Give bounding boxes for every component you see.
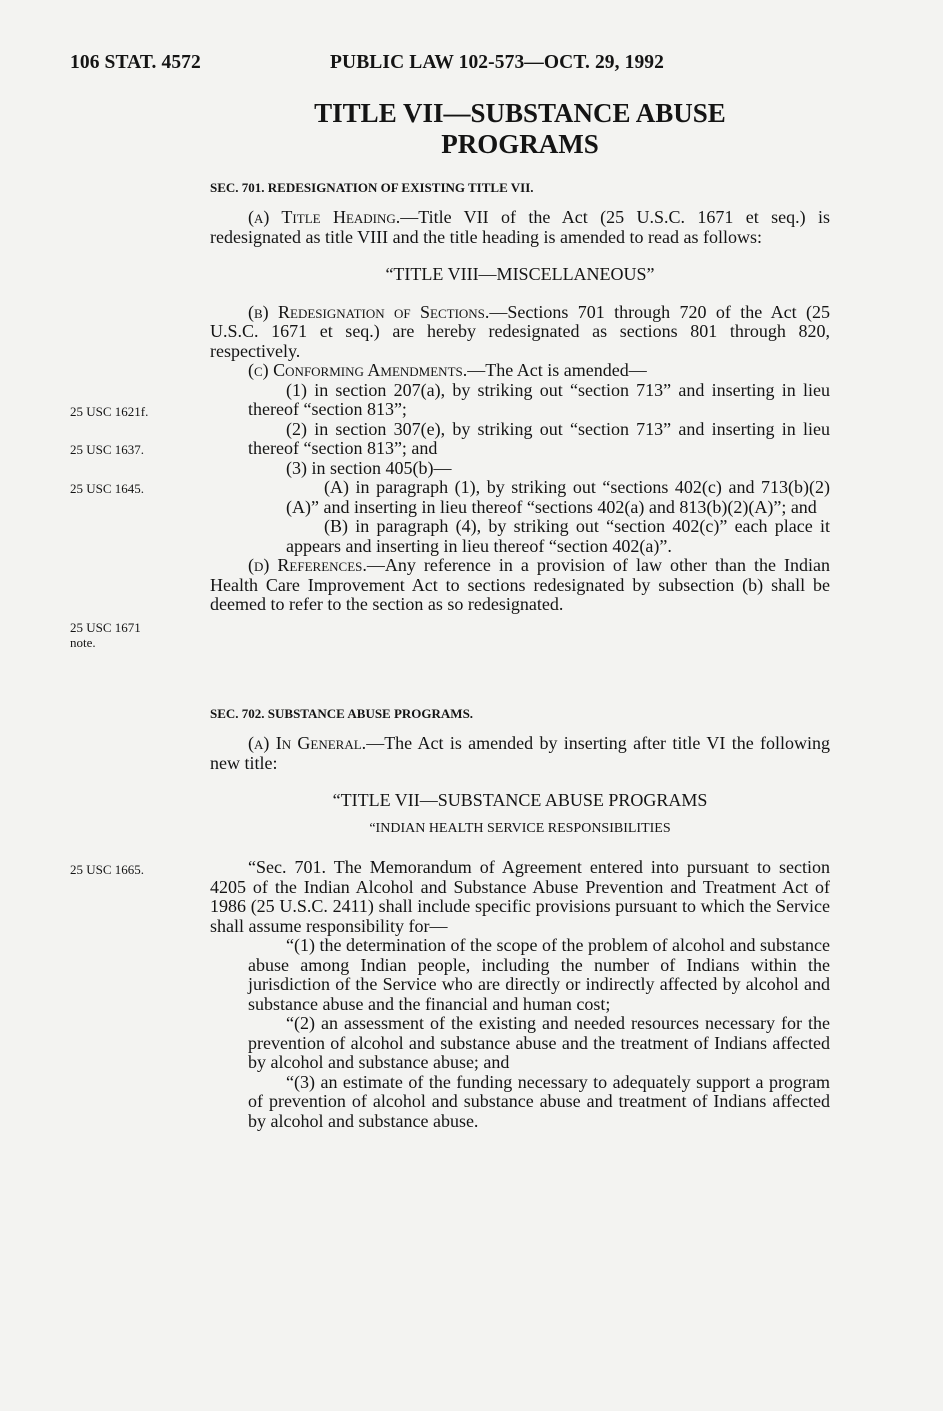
sec-701-c3B: (B) in paragraph (4), by striking out “section 402(c)” each place it appears and inserting in lieu thereof “section 402(a)”. xyxy=(286,516,830,556)
margin-note-1665: 25 USC 1665. xyxy=(70,862,145,877)
sec-701-b xyxy=(210,303,830,362)
title-line-1: TITLE VII—SUBSTANCE ABUSE xyxy=(314,98,726,128)
quoted-title-viii: “TITLE VIII—MISCELLANEOUS” xyxy=(385,264,655,284)
item-3: “(3) an estimate of the funding necessary to adequately support a program of prevention of alcohol and substance abuse and treatment of Indians affected by alcohol and substance abuse. xyxy=(248,1071,830,1131)
sec-701-c3A: (A) in paragraph (1), by striking out “sections 402(c) and 713(b)(2)(A)” and inserting in lieu thereof “sections 402(a) and 813(b)(2)(A)”; and xyxy=(286,477,830,517)
item-2: “(2) an assessment of the existing and needed resources necessary for the prevention of alcohol and substance abuse and the treatment of Indians affected by alcohol and substance abuse; and xyxy=(248,1013,830,1072)
sec-701-d xyxy=(210,556,830,615)
title-line-2: PROGRAMS xyxy=(441,129,599,159)
sec-701-b-label: (b) Redesignation of Sections. xyxy=(248,301,490,322)
sec-701-a xyxy=(210,208,830,247)
sec-702-a xyxy=(210,734,830,773)
margin-note-1645: 25 USC 1645. xyxy=(70,481,145,496)
new-title-vii: “TITLE VII—SUBSTANCE ABUSE PROGRAMS xyxy=(332,790,708,810)
margin-note-1621f: 25 USC 1621f. xyxy=(70,404,149,419)
sec-701-c1: (1) in section 207(a), by striking out “section 713” and inserting in lieu thereof “section 813”; xyxy=(248,379,830,419)
sec-701-c-text: —The Act is amended— xyxy=(467,360,647,380)
ihs-responsibilities-heading: “INDIAN HEALTH SERVICE RESPONSIBILITIES xyxy=(369,820,671,836)
sec-701-c3: (3) in section 405(b)— xyxy=(286,457,452,478)
sec-701-d-text: —Any reference in a provision of law other than the Indian Health Care Improvement Act to sections redesignated by subsection (b) shall be deemed to refer to the section as so redesignated. xyxy=(210,555,830,614)
sec-701-b-text: —Sections 701 through 720 of the Act (25 U.S.C. 1671 et seq.) are hereby redesignated as sections 801 through 820, respectively. xyxy=(210,301,830,361)
sec-701-a-text: —Title VII of the Act (25 U.S.C. 1671 et seq.) is redesignated as title VIII and the title heading is amended to read as follows: xyxy=(210,207,830,247)
margin-note-1671-line2: note. xyxy=(70,635,96,650)
sec-701 xyxy=(210,180,830,615)
sec-702 xyxy=(210,706,830,1131)
sec-701-heading: SEC. 701. REDESIGNATION OF EXISTING TITLE VII. xyxy=(210,180,534,195)
law-citation: PUBLIC LAW 102-573—OCT. 29, 1992 xyxy=(330,52,665,73)
sec-701-d-label: (d) References. xyxy=(248,555,367,575)
margin-note-1671 xyxy=(70,620,190,650)
sec-701-a-label: (a) Title Heading. xyxy=(248,207,401,227)
stat-citation: 106 STAT. 4572 xyxy=(70,52,201,73)
title-heading xyxy=(210,98,830,160)
sec-702-a-label: (a) In General. xyxy=(248,733,367,753)
sec-702-heading: SEC. 702. SUBSTANCE ABUSE PROGRAMS. xyxy=(210,706,474,721)
item-1: “(1) the determination of the scope of the problem of alcohol and substance abuse among Indian people, including the number of Indians within the jurisdiction of the Service who are directly or indirectly affected by alcohol and substance abuse and the financial and human cost; xyxy=(248,935,830,1014)
margin-note-1671-line1: 25 USC 1671 xyxy=(70,620,141,635)
sec-701-c2: (2) in section 307(e), by striking out “section 713” and inserting in lieu thereof “section 813”; and xyxy=(248,418,830,458)
sec-702-a-text: —The Act is amended by inserting after title VI the following new title: xyxy=(210,733,831,773)
sec-701-new-intro: “Sec. 701. The Memorandum of Agreement entered into pursuant to section 4205 of the Indian Alcohol and Substance Abuse Prevention and Treatment Act of 1986 (25 U.S.C. 2411) shall include specific provisions pursuant to which the Service shall assume responsibility for— xyxy=(210,857,830,936)
sec-701-c-label: (c) Conforming Amendments. xyxy=(248,360,468,380)
sec-701-c xyxy=(210,361,830,381)
margin-note-1637: 25 USC 1637. xyxy=(70,442,145,457)
